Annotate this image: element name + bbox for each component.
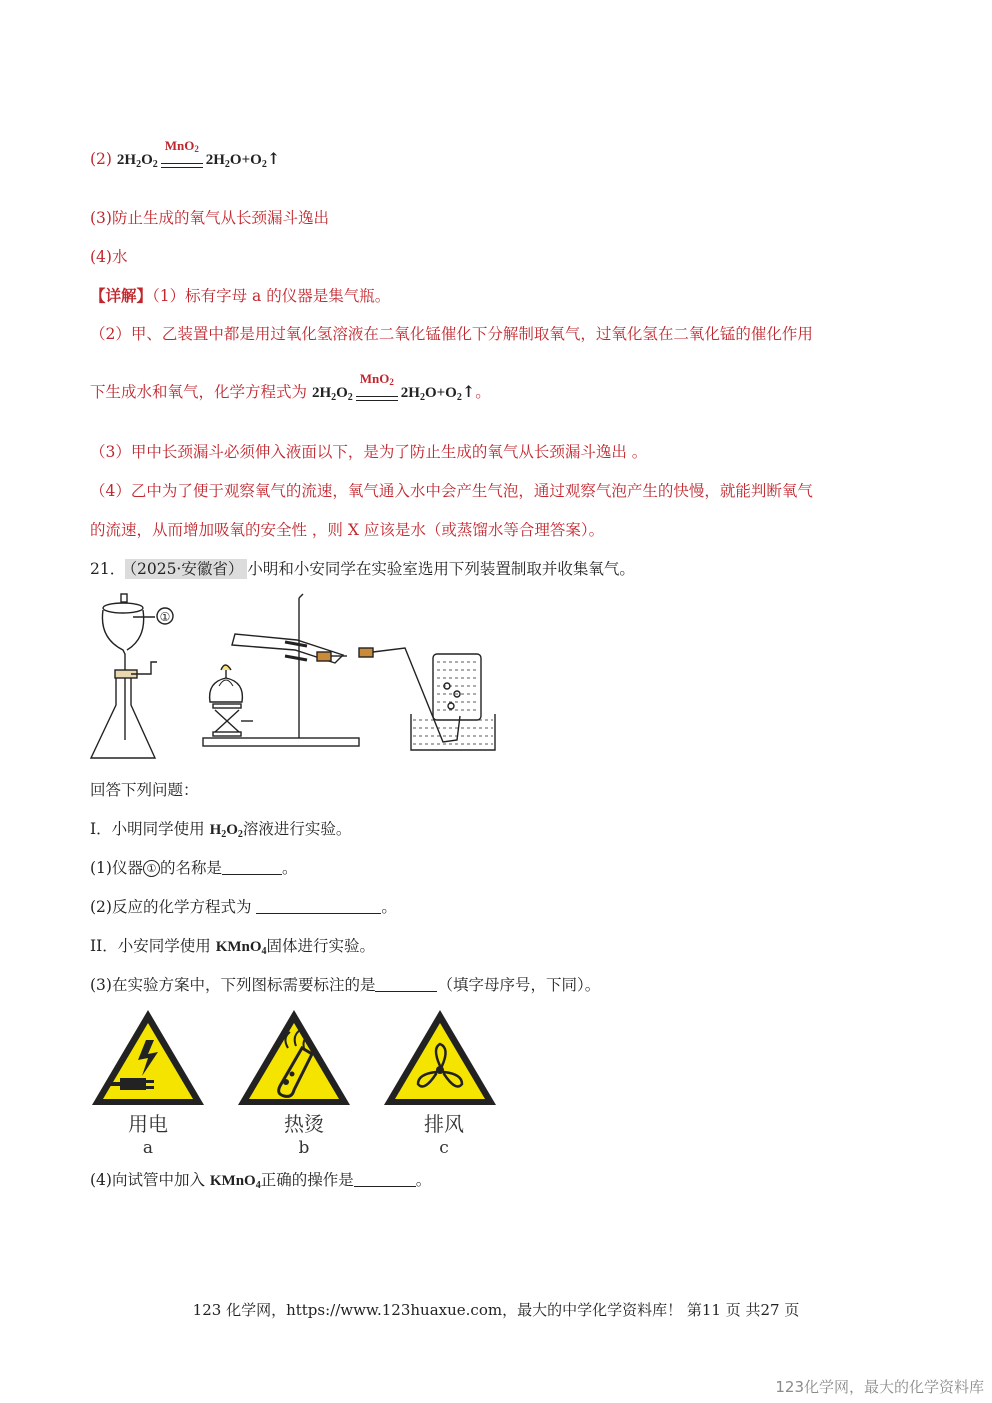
q2-text: (2)反应的化学方程式为: [90, 898, 257, 916]
equation-products-inline: $2H_2O+O_2$: [400, 385, 462, 403]
subquestion-3: [90, 974, 600, 996]
condition-mno2: MnO$_2$: [160, 154, 204, 176]
q3-text-end: （填字母序号，下同）。: [437, 976, 601, 994]
marker-label: ①: [159, 610, 171, 624]
subquestion-2: [90, 896, 397, 918]
part-2-text-end: 固体进行实验。: [266, 937, 376, 955]
electric-hazard-icon: [92, 1010, 204, 1105]
answer-blank[interactable]: [375, 976, 437, 992]
detail-3: （3）甲中长颈漏斗必须伸入液面以下，是为了防止生成的氧气从长颈漏斗逸出 。: [90, 443, 648, 461]
sign-letter-c: c: [439, 1138, 449, 1158]
part-1: [90, 818, 351, 846]
sign-label-a: 用电: [128, 1112, 168, 1136]
q4-text: (4)向试管中加入: [90, 1171, 210, 1189]
q4-text-2: 正确的操作是: [260, 1171, 354, 1189]
detail-2b: [90, 371, 491, 409]
question-stem-text: 小明和小安同学在实验室选用下列装置制取并收集氧气。: [247, 560, 635, 578]
kmno4-formula: KMnO$_4$: [209, 1173, 261, 1191]
marker-circle-icon: ①: [143, 860, 160, 877]
detail-4b: 的流速，从而增加吸氧的安全性 ，则 X 应该是水（或蒸馏水等合理答案）。: [90, 521, 605, 539]
ventilation-fan-icon: [384, 1010, 496, 1105]
answer-3: (3)防止生成的氧气从长颈漏斗逸出: [90, 209, 329, 227]
hazard-signs: [90, 1008, 510, 1108]
detail-2b-text: 下生成水和氧气，化学方程式为: [90, 383, 308, 401]
detail-1: [90, 285, 390, 307]
prompt: 回答下列问题：: [90, 781, 199, 799]
apparatus-figure: [85, 590, 505, 765]
gas-arrow-icon: ↑: [266, 149, 281, 168]
sign-letter-b: b: [298, 1138, 310, 1158]
h2o2-formula: $H_2O_2$: [209, 822, 243, 840]
equation-h2o2: $2H_2O_2$: [116, 152, 158, 170]
kmno4-formula: KMnO$_4$: [215, 939, 267, 957]
answer-blank[interactable]: [354, 1171, 416, 1187]
question-source: （2025·安徽省）: [125, 559, 247, 579]
answer-4: (4)水: [90, 248, 128, 266]
subquestion-4: [90, 1169, 431, 1197]
part-1-text: I．小明同学使用: [90, 820, 210, 838]
watermark: 123化学网，最大的化学资料库: [775, 1378, 984, 1396]
answer-2-label: (2): [90, 150, 112, 168]
gas-arrow-icon: ↑: [461, 382, 476, 401]
subquestion-1: [90, 857, 298, 879]
detail-1-text: （1）标有字母 a 的仪器是集气瓶。: [152, 287, 391, 305]
question-number: 21．: [90, 560, 126, 578]
sign-label-c: 排风: [424, 1112, 464, 1136]
q1-end: 。: [281, 859, 298, 877]
answer-2: [90, 138, 281, 176]
sign-letter-a: a: [142, 1138, 154, 1158]
equation-h2o2-inline: $2H_2O_2$: [311, 385, 353, 403]
hot-surface-icon: [238, 1010, 350, 1105]
q1-text-2: 的名称是: [159, 859, 222, 877]
part-2: [90, 935, 375, 963]
q4-end: 。: [415, 1171, 432, 1189]
part-2-text: II．小安同学使用: [90, 937, 216, 955]
part-1-text-end: 溶液进行实验。: [242, 820, 352, 838]
sign-label-b: 热烫: [284, 1112, 324, 1136]
q3-text: (3)在实验方案中，下列图标需要标注的是: [90, 976, 376, 994]
detail-4a: （4）乙中为了便于观察氧气的流速，氧气通入水中会产生气泡，通过观察气泡产生的快慢，就能判断氧气: [90, 482, 813, 500]
condition-mno2-inline: MnO$_2$: [355, 387, 399, 409]
page-footer: 123 化学网，https://www.123huaxue.com，最大的中学化学资料库！ 第11 页 共27 页: [192, 1301, 800, 1319]
detail-2b-end: 。: [475, 383, 491, 401]
detail-tag: 【详解】: [90, 286, 153, 305]
answer-blank[interactable]: [222, 859, 282, 875]
answer-blank[interactable]: [256, 898, 381, 914]
q1-text: (1)仪器: [90, 859, 143, 877]
equation-products: $2H_2O+O_2$: [205, 152, 267, 170]
question-21-stem: [90, 558, 635, 580]
detail-2a: （2）甲、乙装置中都是用过氧化氢溶液在二氧化锰催化下分解制取氧气，过氧化氢在二氧化锰的催化作用: [90, 325, 813, 343]
q2-end: 。: [381, 898, 397, 916]
